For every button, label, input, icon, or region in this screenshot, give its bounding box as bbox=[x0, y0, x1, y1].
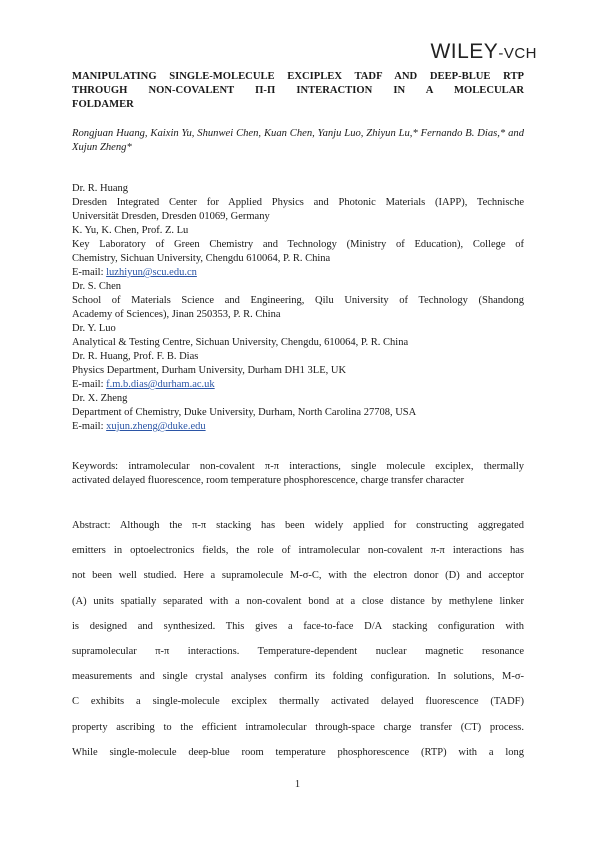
keywords-line: activated delayed fluorescence, room temperature phosphorescence, charge transfer character bbox=[72, 475, 465, 486]
email-link-zheng[interactable]: xujun.zheng@duke.edu bbox=[106, 421, 206, 432]
abstract-line: Abstract: Although the π-π stacking has been widely applied for constructing aggregated bbox=[72, 520, 524, 531]
title-line: MANIPULATING SINGLE-MOLECULE EXCIPLEX TADF AND DEEP-BLUE RTP bbox=[72, 71, 524, 82]
abstract-line: (A) units spatially separated with a non-covalent bond at a close distance by methylene linker bbox=[72, 595, 524, 607]
affiliation-address: Dresden Integrated Center for Applied Physics and Photonic Materials (IAPP), Technische bbox=[72, 197, 524, 208]
email-line bbox=[72, 420, 524, 434]
affiliation-name: Dr. X. Zheng bbox=[72, 393, 128, 404]
email-link-dias[interactable]: f.m.b.dias@durham.ac.uk bbox=[106, 379, 215, 390]
affiliation-address: Physics Department, Durham University, Durham DH1 3LE, UK bbox=[72, 365, 347, 376]
affiliation-address: Department of Chemistry, Duke University, Durham, North Carolina 27708, USA bbox=[72, 407, 417, 418]
abstract bbox=[72, 513, 524, 765]
page-number: 1 bbox=[294, 779, 301, 790]
affiliation-name: Dr. R. Huang, Prof. F. B. Dias bbox=[72, 351, 199, 362]
email-line bbox=[72, 378, 524, 392]
affiliation-name: Dr. R. Huang bbox=[72, 183, 128, 194]
publisher-logo bbox=[430, 40, 537, 64]
affiliation-name: Dr. S. Chen bbox=[72, 281, 122, 292]
email-label: E-mail: bbox=[72, 379, 107, 390]
abstract-line: property ascribing to the efficient intramolecular through-space charge transfer (CT) process. bbox=[72, 721, 524, 733]
logo-vch: -VCH bbox=[498, 45, 537, 62]
affiliation-name: Dr. Y. Luo bbox=[72, 323, 116, 334]
logo-wiley: WILEY bbox=[430, 40, 499, 63]
title-line: FOLDAMER bbox=[72, 99, 134, 110]
abstract-line: emitters in optoelectronics fields, the role of intramolecular non-covalent π-π interactions has bbox=[72, 545, 524, 557]
abstract-line: not been well studied. Here a supramolecule M-σ-C, with the electron donor (D) and acceptor bbox=[72, 570, 524, 582]
keywords-line: Keywords: intramolecular non-covalent π-π interactions, single molecule exciplex, thermally bbox=[72, 461, 524, 472]
affiliation-address: Key Laboratory of Green Chemistry and Technology (Ministry of Education), College of bbox=[72, 239, 524, 250]
email-line bbox=[72, 266, 524, 280]
email-label: E-mail: bbox=[72, 267, 107, 278]
affiliation-address: Academy of Sciences), Jinan 250353, P. R. China bbox=[72, 309, 281, 320]
affiliation-address: Chemistry, Sichuan University, Chengdu 610064, P. R. China bbox=[72, 253, 331, 264]
author-list: Rongjuan Huang, Kaixin Yu, Shunwei Chen, Kuan Chen, Yanju Luo, Zhiyun Lu,* Fernando B. Dias,* and Xujun Zheng* bbox=[72, 128, 524, 153]
keywords bbox=[72, 460, 524, 488]
email-label: E-mail: bbox=[72, 421, 107, 432]
paper-title bbox=[72, 70, 524, 112]
abstract-line: While single-molecule deep-blue room temperature phosphorescence (RTP) with a long bbox=[72, 746, 524, 758]
affiliation-address: School of Materials Science and Engineering, Qilu University of Technology (Shandong bbox=[72, 295, 524, 306]
affiliation-address: Universität Dresden, Dresden 01069, Germany bbox=[72, 211, 270, 222]
title-line: THROUGH NON-COVALENT Π-Π INTERACTION IN A MOLECULAR bbox=[72, 85, 524, 96]
abstract-line: measurements and single crystal analyses confirm its folding configuration. In solutions, M-σ- bbox=[72, 671, 524, 683]
affiliations bbox=[72, 182, 524, 434]
abstract-line: C exhibits a single-molecule exciplex thermally activated delayed fluorescence (TADF) bbox=[72, 696, 524, 708]
affiliation-name: K. Yu, K. Chen, Prof. Z. Lu bbox=[72, 225, 189, 236]
abstract-line: supramolecular π-π interactions. Temperature-dependent nuclear magnetic resonance bbox=[72, 646, 524, 658]
abstract-line: is designed and synthesized. This gives a face-to-face D/A stacking configuration with bbox=[72, 620, 524, 632]
email-link-luzhiyun[interactable]: luzhiyun@scu.edu.cn bbox=[106, 267, 197, 278]
affiliation-address: Analytical & Testing Centre, Sichuan University, Chengdu, 610064, P. R. China bbox=[72, 337, 409, 348]
